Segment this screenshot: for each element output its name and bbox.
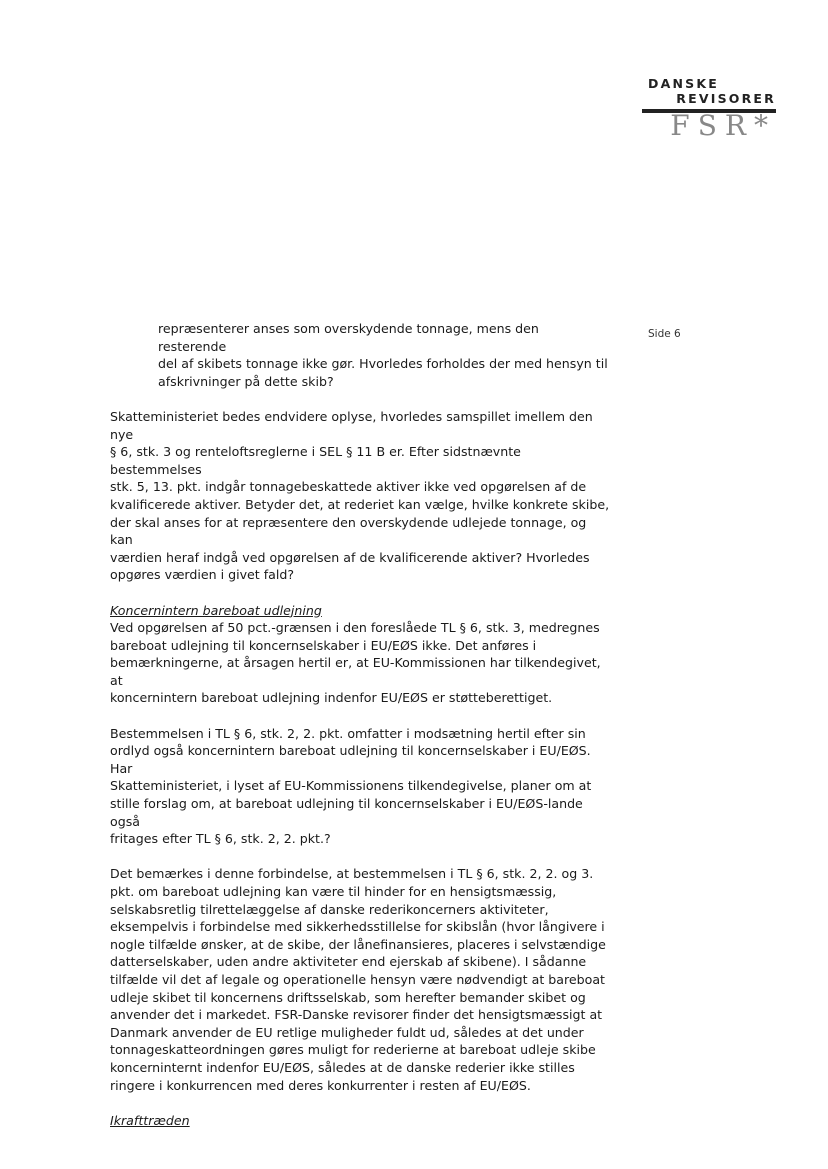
paragraph-bemaerkes — [110, 865, 610, 1094]
logo-fsr-mark: FSR* — [670, 109, 776, 142]
text-line: Skatteministeriet, i lyset af EU-Kommissionens tilkendegivelse, planer om at — [110, 778, 592, 794]
fsr-logo — [642, 76, 776, 141]
section-heading: Koncernintern bareboat udlejning — [110, 602, 322, 618]
text-line: afskrivninger på dette skib? — [158, 373, 334, 389]
section-heading: Ikrafttræden — [110, 1112, 190, 1128]
text-line: Ved opgørelsen af 50 pct.-grænsen i den foreslåede TL § 6, stk. 3, medregnes — [110, 620, 600, 636]
text-line: bemærkningerne, at årsagen hertil er, at EU-Kommissionen har tilkendegivet, at — [110, 655, 601, 688]
text-line: nogle tilfælde ønsker, at de skibe, der lånefinansieres, placeres i selvstændige — [110, 936, 606, 952]
text-line: ringere i konkurrencen med deres konkurrenter i resten af EU/EØS. — [110, 1077, 531, 1093]
text-line: § 6, stk. 3 og renteloftsreglerne i SEL § 11 B er. Efter sidstnævnte bestemmelses — [110, 444, 521, 477]
text-line: der skal anses for at repræsentere den overskydende udlejede tonnage, og kan — [110, 514, 587, 548]
document-body — [110, 320, 610, 1147]
logo-line-revisorer: REVISORER — [676, 91, 776, 106]
text-line: anvender det i markedet. FSR-Danske revisorer finder det hensigtsmæssigt at — [110, 1007, 603, 1023]
paragraph-koncernintern — [110, 602, 610, 708]
text-line: repræsenterer anses som overskydende tonnage, mens den resterende — [158, 321, 539, 354]
text-line: Skatteministeriet bedes endvidere oplyse, hvorledes samspillet imellem den nye — [110, 408, 593, 442]
text-line: tonnageskatteordningen gøres muligt for rederierne at bareboat udleje skibe — [110, 1042, 596, 1058]
text-line: tilfælde vil det af legale og operationelle hensyn være nødvendigt at bareboat — [110, 971, 605, 987]
text-line: koncernintern bareboat udlejning indenfor EU/EØS er støtteberettiget. — [110, 690, 553, 706]
paragraph-bestemmelsen — [110, 725, 610, 848]
text-line: selskabsretlig tilrettelæggelse af danske rederikoncerners aktiviteter, — [110, 901, 549, 917]
text-line: fritages efter TL § 6, stk. 2, 2. pkt.? — [110, 831, 331, 847]
text-line: bareboat udlejning til koncernselskaber i EU/EØS ikke. Det anføres i — [110, 637, 537, 653]
text-line: datterselskaber, uden andre aktiviteter end ejerskab af skibene). I sådanne — [110, 954, 587, 970]
text-line: Bestemmelsen i TL § 6, stk. 2, 2. pkt. omfatter i modsætning hertil efter sin — [110, 725, 586, 741]
text-line: Danmark anvender de EU retlige muligheder fuldt ud, således at det under — [110, 1024, 584, 1040]
text-line: værdien heraf indgå ved opgørelsen af de kvalificerende aktiver? Hvorledes — [110, 549, 590, 565]
logo-line-danske: DANSKE — [648, 76, 719, 91]
paragraph-samspil — [110, 408, 610, 584]
text-line: ordlyd også koncernintern bareboat udlejning til koncernselskaber i EU/EØS. Har — [110, 743, 591, 776]
text-line: stille forslag om, at bareboat udlejning til koncernselskaber i EU/EØS-lande også — [110, 796, 583, 829]
text-line: udleje skibet til koncernens driftsselskab, som herefter bemander skibet og — [110, 989, 586, 1005]
paragraph-continuation — [158, 320, 610, 390]
text-line: stk. 5, 13. pkt. indgår tonnagebeskattede aktiver ikke ved opgørelsen af de — [110, 479, 587, 495]
text-line: koncerninternt indenfor EU/EØS, således at de danske rederier ikke stilles — [110, 1059, 575, 1075]
text-line: opgøres værdien i givet fald? — [110, 567, 295, 583]
text-line: del af skibets tonnage ikke gør. Hvorledes forholdes der med hensyn til — [158, 356, 608, 372]
paragraph-ikrafttraeden — [110, 1112, 610, 1130]
text-line: pkt. om bareboat udlejning kan være til hinder for en hensigtsmæssig, — [110, 884, 557, 899]
text-line: Det bemærkes i denne forbindelse, at bestemmelsen i TL § 6, stk. 2, 2. og 3. — [110, 866, 594, 882]
text-line: eksempelvis i forbindelse med sikkerhedsstillelse for skibslån (hvor långivere i — [110, 919, 605, 935]
text-line: kvalificerede aktiver. Betyder det, at rederiet kan vælge, hvilke konkrete skibe, — [110, 496, 610, 512]
page-number: Side 6 — [648, 328, 681, 340]
